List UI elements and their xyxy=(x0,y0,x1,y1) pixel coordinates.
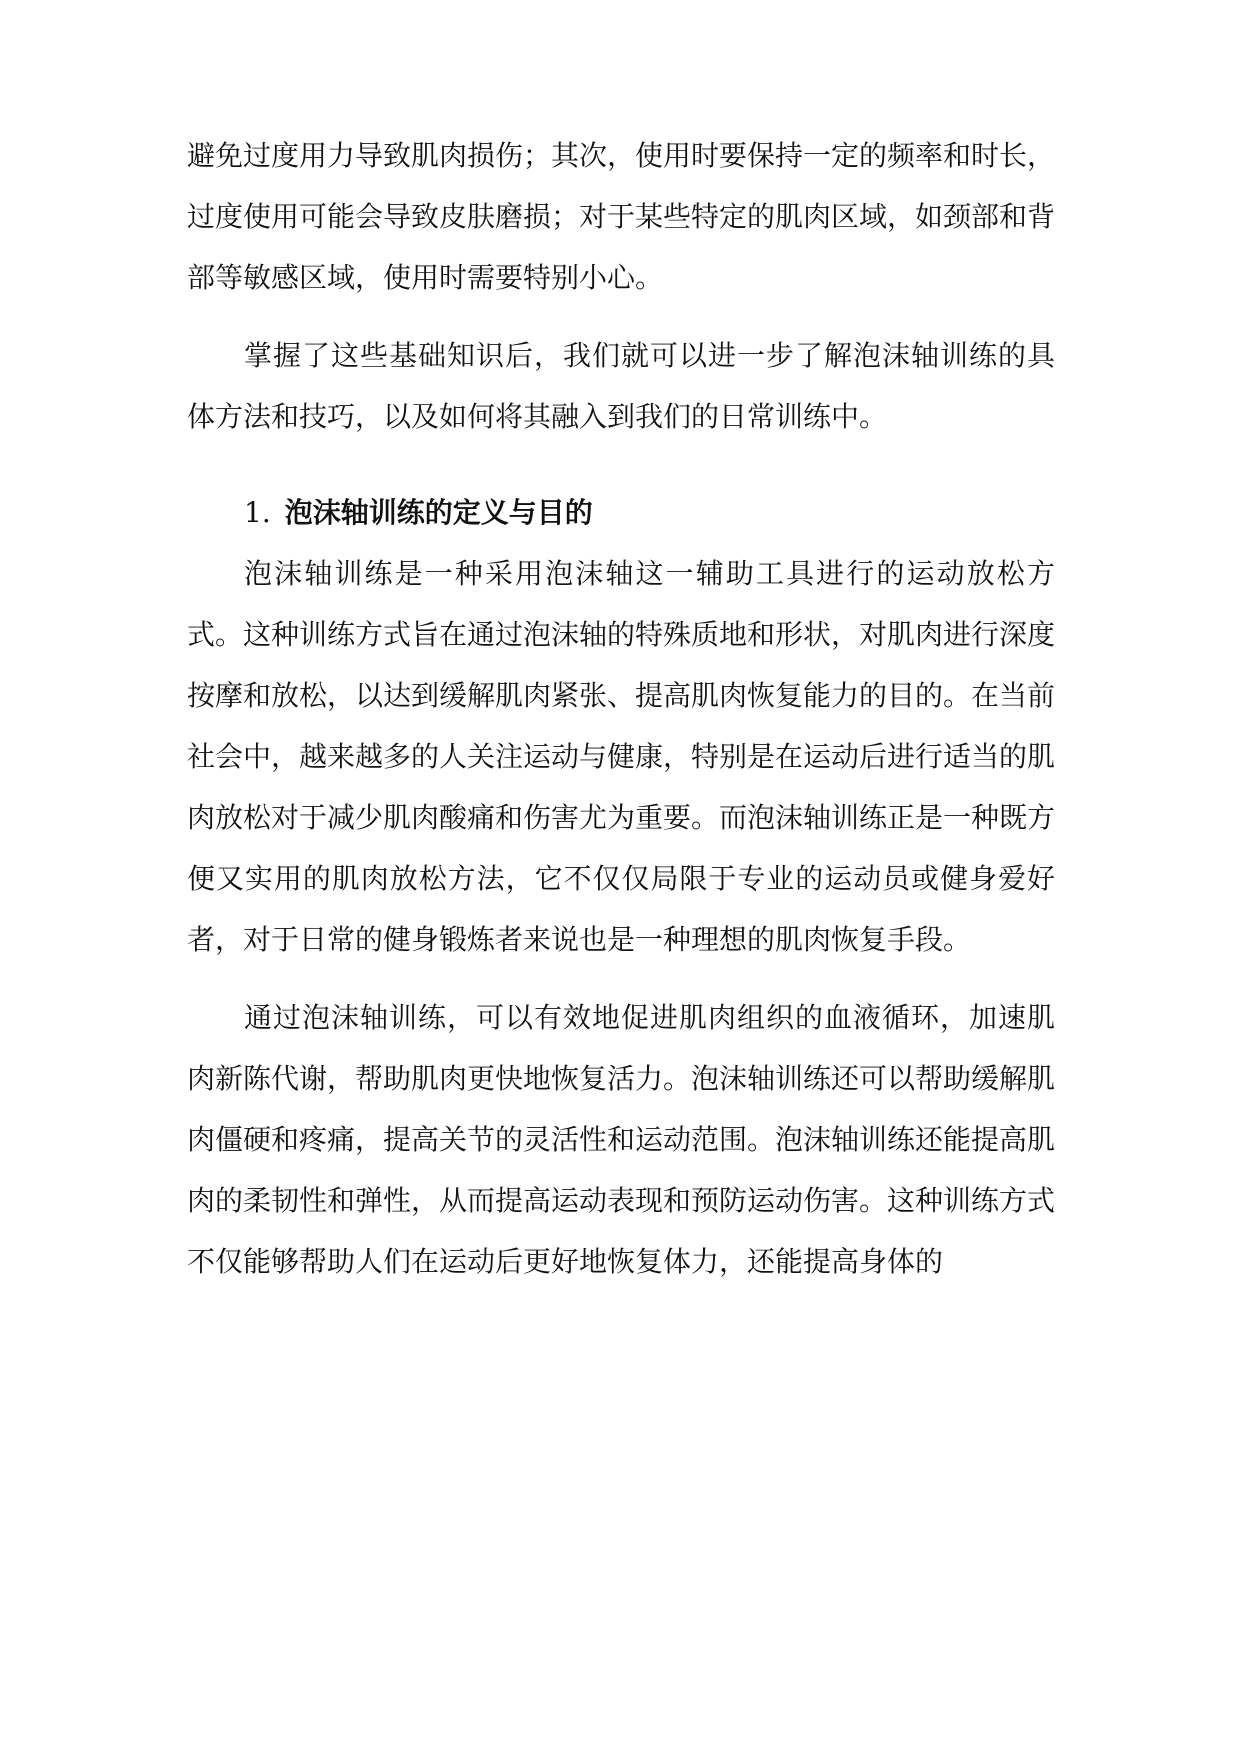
section-heading xyxy=(187,482,1055,543)
paragraph-benefits: 通过泡沫轴训练，可以有效地促进肌肉组织的血液循环，加速肌肉新陈代谢，帮助肌肉更快地恢复活力。泡沫轴训练还可以帮助缓解肌肉僵硬和疼痛，提高关节的灵活性和运动范围。泡沫轴训练还能提高肌肉的柔韧性和弹性，从而提高运动表现和预防运动伤害。这种训练方式不仅能够帮助人们在运动后更好地恢复体力，还能提高身体的 xyxy=(187,1001,1056,1278)
section-gap xyxy=(187,447,1055,482)
paragraph-definition: 泡沫轴训练是一种采用泡沫轴这一辅助工具进行的运动放松方式。这种训练方式旨在通过泡沫轴的特殊质地和形状，对肌肉进行深度按摩和放松，以达到缓解肌肉紧张、提高肌肉恢复能力的目的。在当前社会中，越来越多的人关注运动与健康，特别是在运动后进行适当的肌肉放松对于减少肌肉酸痛和伤害尤为重要。而泡沫轴训练正是一种既方便又实用的肌肉放松方法，它不仅仅局限于专业的运动员或健身爱好者，对于日常的健身锻炼者来说也是一种理想的肌肉恢复手段。 xyxy=(187,557,1056,956)
document-body xyxy=(187,125,1055,1292)
section-title: 泡沫轴训练的定义与目的 xyxy=(284,496,593,529)
section-number: 1. xyxy=(244,496,271,529)
paragraph-summary: 掌握了这些基础知识后，我们就可以进一步了解泡沫轴训练的具体方法和技巧，以及如何将其融入到我们的日常训练中。 xyxy=(187,339,1055,433)
paragraph-continuation: 避免过度用力导致肌肉损伤；其次，使用时要保持一定的频率和时长，过度使用可能会导致皮肤磨损；对于某些特定的肌肉区域，如颈部和背部等敏感区域，使用时需要特别小心。 xyxy=(187,139,1056,294)
